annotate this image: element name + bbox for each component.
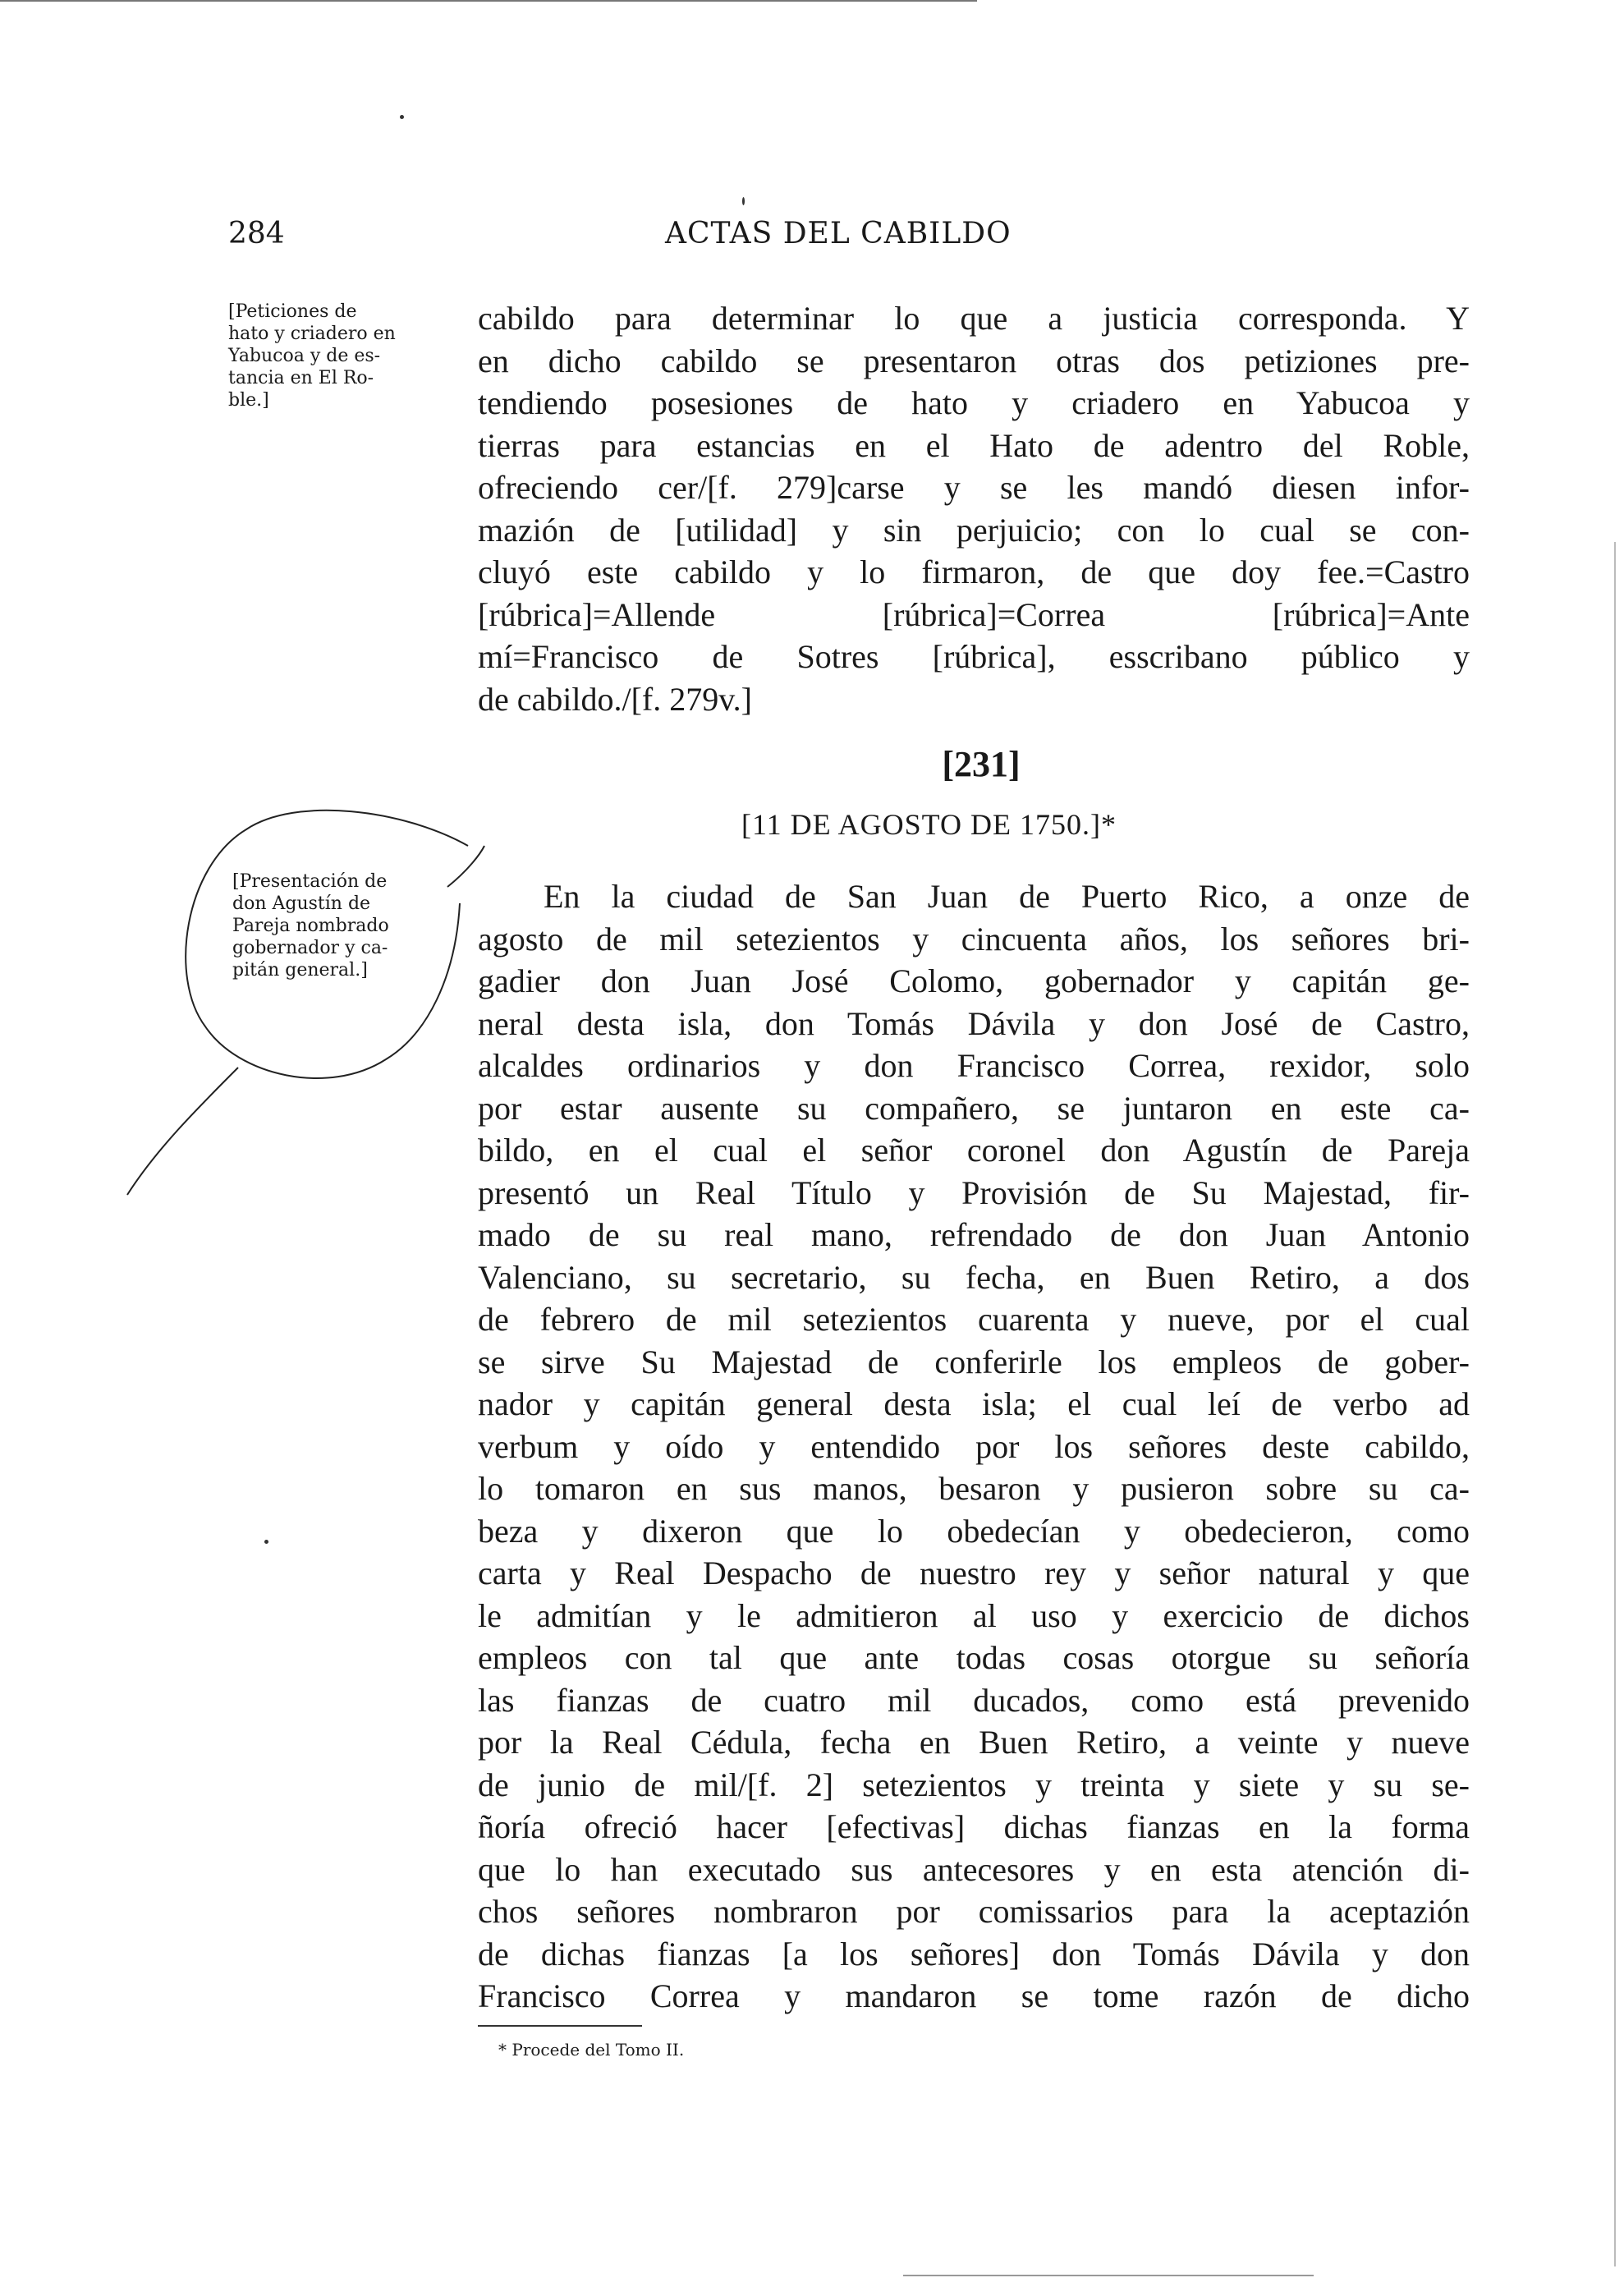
text-line: por la Real Cédula, fecha en Buen Retiro, a veinte y nueve <box>478 1724 1470 1761</box>
footnote-rule <box>478 2025 642 2027</box>
text-line: de febrero de mil setezientos cuarenta y nueve, por el cual <box>478 1301 1470 1338</box>
text-line: mí=Francisco de Sotres [rúbrica], esscribano público y <box>478 638 1470 675</box>
margin-note-line: Yabucoa y de es- <box>228 346 381 366</box>
body-text-part2 <box>478 875 1470 2018</box>
section-number: [231] <box>942 744 1021 784</box>
margin-note-line: [Presentación de <box>232 871 388 892</box>
text-line: de dichas fianzas [a los señores] don Tomás Dávila y don <box>478 1935 1470 1972</box>
text-line: tierras para estancias en el Hato de adentro del Roble, <box>478 426 1470 464</box>
text-line: gadier don Juan José Colomo, gobernador y capitán ge- <box>478 962 1470 999</box>
text-line: lo tomaron en sus manos, besaron y pusieron sobre su ca- <box>478 1470 1470 1507</box>
text-line: [rúbrica]=Allende [rúbrica]=Correa [rúbrica]=Ante <box>478 595 1470 633</box>
margin-note-line: gobernador y ca- <box>232 938 388 958</box>
text-line: alcaldes ordinarios y don Francisco Correa, rexidor, solo <box>478 1047 1470 1084</box>
text-line: verbum y oído y entendido por los señores deste cabildo, <box>478 1427 1470 1465</box>
margin-note-line: don Agustín de <box>232 893 371 914</box>
text-line: ñoría ofreció hacer [efectivas] dichas fianzas en la forma <box>478 1808 1470 1845</box>
text-line: cabildo para determinar lo que a justicia corresponda. Y <box>478 300 1470 337</box>
text-line: carta y Real Despacho de nuestro rey y señor natural y que <box>478 1555 1470 1591</box>
text-line: mado de su real mano, refrendado de don Juan Antonio <box>478 1216 1470 1253</box>
margin-note-line: [Peticiones de <box>228 301 357 322</box>
margin-note-line: tancia en El Ro- <box>228 368 374 388</box>
text-line: de junio de mil/[f. 2] setezientos y treinta y siete y su se- <box>478 1766 1470 1803</box>
text-line: neral desta isla, don Tomás Dávila y don José de Castro, <box>478 1004 1470 1042</box>
text-line: En la ciudad de San Juan de Puerto Rico, a onze de <box>544 878 1470 915</box>
text-line: que lo han executado sus antecesores y en esta atención di- <box>478 1850 1470 1888</box>
text-line: beza y dixeron que lo obedecían y obedecieron, como <box>478 1512 1470 1550</box>
margin-note-line: ble.] <box>228 390 269 411</box>
margin-note-line: Pareja nombrado <box>232 916 389 936</box>
margin-note-line: hato y criadero en <box>228 324 396 344</box>
text-line: mazión de [utilidad] y sin perjuicio; con lo cual se con- <box>478 511 1470 549</box>
text-line: las fianzas de cuatro mil ducados, como está prevenido <box>478 1681 1470 1719</box>
text-line: Francisco Correa y mandaron se tome razón de dicho <box>478 1977 1470 2014</box>
text-line: de cabildo./[f. 279v.] <box>478 680 752 718</box>
text-line: nador y capitán general desta isla; el cual leí de verbo ad <box>478 1385 1470 1422</box>
text-line: le admitían y le admitieron al uso y exercicio de dichos <box>478 1596 1470 1634</box>
text-line: en dicho cabildo se presentaron otras dos petiziones pre- <box>478 342 1470 379</box>
body-text-part1 <box>478 297 1470 720</box>
text-line: se sirve Su Majestad de conferirle los empleos de gober- <box>478 1343 1470 1380</box>
section-date: [11 DE AGOSTO DE 1750.]* <box>741 808 1117 841</box>
margin-note-presentation <box>232 870 454 981</box>
text-line: chos señores nombraron por comissarios para la aceptazión <box>478 1893 1470 1930</box>
margin-note-line: pitán general.] <box>232 960 368 980</box>
text-line: por estar ausente su compañero, se juntaron en este ca- <box>478 1089 1470 1127</box>
page-number: 284 <box>228 217 285 250</box>
text-line: cluyó este cabildo y lo firmaron, de que doy fee.=Castro <box>478 553 1470 590</box>
text-line: agosto de mil setezientos y cincuenta años, los señores bri- <box>478 920 1470 958</box>
text-line: presentó un Real Título y Provisión de Su Majestad, fir- <box>478 1173 1470 1211</box>
text-line: Valenciano, su secretario, su fecha, en Buen Retiro, a dos <box>478 1258 1470 1296</box>
text-line: tendiendo posesiones de hato y criadero en Yabucoa y <box>478 384 1470 421</box>
text-line: empleos con tal que ante todas cosas otorgue su señoría <box>478 1639 1470 1676</box>
text-line: ofreciendo cer/[f. 279]carse y se les mandó diesen infor- <box>478 469 1470 506</box>
footnote: * Procede del Tomo II. <box>498 2040 685 2060</box>
text-line: bildo, en el cual el señor coronel don Agustín de Pareja <box>478 1132 1470 1169</box>
running-head: ACTAS DEL CABILDO <box>665 217 1012 250</box>
